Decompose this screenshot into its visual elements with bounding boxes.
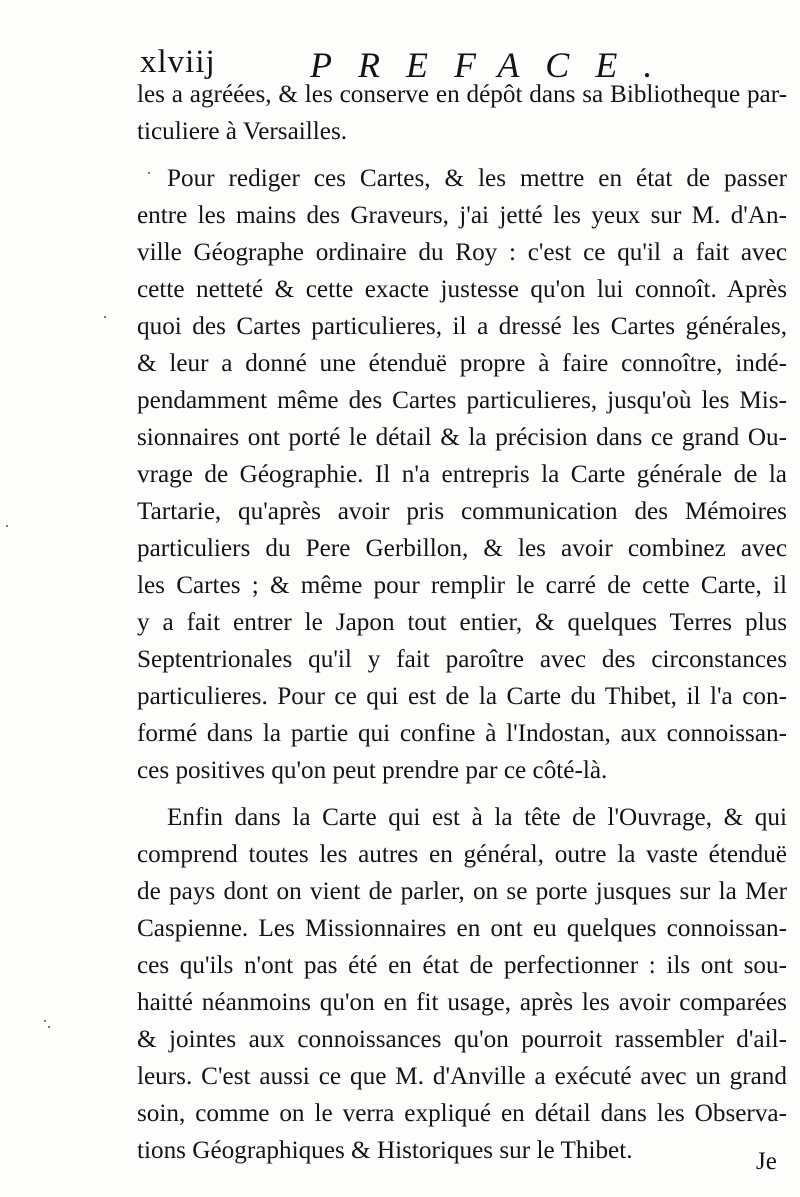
paragraph xyxy=(137,76,787,150)
text-line: leurs. C'est aussi ce que M. d'Anville a exécuté avec un grand xyxy=(137,1063,787,1090)
page-number: xlviij xyxy=(140,44,216,80)
paragraph xyxy=(137,799,787,1169)
text-line: quoi des Cartes particulieres, il a dressé les Cartes générales, xyxy=(137,313,787,340)
text-line: entre les mains des Graveurs, j'ai jetté les yeux sur M. d'An- xyxy=(137,202,787,229)
running-title: PREFACE. xyxy=(310,45,679,85)
text-line: particuliers du Pere Gerbillon, & les avoir combinez avec xyxy=(137,535,787,562)
text-line: comprend toutes les autres en général, outre la vaste étenduë xyxy=(137,841,787,868)
text-line: les a agréées, & les conserve en dépôt dans sa Bibliotheque par- xyxy=(137,81,787,108)
text-line: Tartarie, qu'après avoir pris communication des Mémoires xyxy=(137,498,787,525)
text-line: & leur a donné une étenduë propre à faire connoître, indé- xyxy=(137,350,787,377)
text-line: haitté néanmoins qu'on en fit usage, après les avoir comparées xyxy=(137,989,787,1016)
text-line: & jointes aux connoissances qu'on pourroit rassembler d'ail- xyxy=(137,1026,787,1053)
text-line: sionnaires ont porté le détail & la précision dans ce grand Ou- xyxy=(137,424,787,451)
text-line: formé dans la partie qui confine à l'Indostan, aux connoissan- xyxy=(137,720,787,747)
text-line: ville Géographe ordinaire du Roy : c'est ce qu'il a fait avec xyxy=(137,239,787,266)
text-line: Enfin dans la Carte qui est à la tête de l'Ouvrage, & qui xyxy=(167,804,787,831)
ink-speck xyxy=(44,1020,46,1022)
text-line: pendamment même des Cartes particulieres, jusqu'où les Mis- xyxy=(137,387,787,414)
text-line: Caspienne. Les Missionnaires en ont eu quelques connoissan- xyxy=(137,915,787,942)
text-line: soin, comme on le verra expliqué en détail dans les Observa- xyxy=(137,1100,787,1127)
text-line: particulieres. Pour ce qui est de la Carte du Thibet, il l'a con- xyxy=(137,683,787,710)
text-line: cette netteté & cette exacte justesse qu'on lui connoît. Après xyxy=(137,276,787,303)
text-line: Pour rediger ces Cartes, & les mettre en état de passer xyxy=(167,165,787,192)
text-line: ces positives qu'on peut prendre par ce côté-là. xyxy=(137,757,608,784)
ink-speck xyxy=(148,172,150,174)
text-line: tions Géographiques & Historiques sur le Thibet. xyxy=(137,1137,633,1164)
text-line: ticuliere à Versailles. xyxy=(137,118,348,145)
text-line: ces qu'ils n'ont pas été en état de perfectionner : ils ont sou- xyxy=(137,952,787,979)
ink-speck xyxy=(104,316,106,318)
ink-speck xyxy=(48,1026,50,1028)
text-line: les Cartes ; & même pour remplir le carré de cette Carte, il xyxy=(137,572,787,599)
catchword: Je xyxy=(756,1148,777,1175)
paragraph xyxy=(137,160,787,789)
text-line: y a fait entrer le Japon tout entier, & quelques Terres plus xyxy=(137,609,787,636)
body-text xyxy=(137,76,787,1169)
text-line: de pays dont on vient de parler, on se porte jusques sur la Mer xyxy=(137,878,787,905)
ink-speck xyxy=(6,525,8,527)
text-line: Septentrionales qu'il y fait paroître avec des circonstances xyxy=(137,646,787,673)
text-line: vrage de Géographie. Il n'a entrepris la Carte générale de la xyxy=(137,461,787,488)
